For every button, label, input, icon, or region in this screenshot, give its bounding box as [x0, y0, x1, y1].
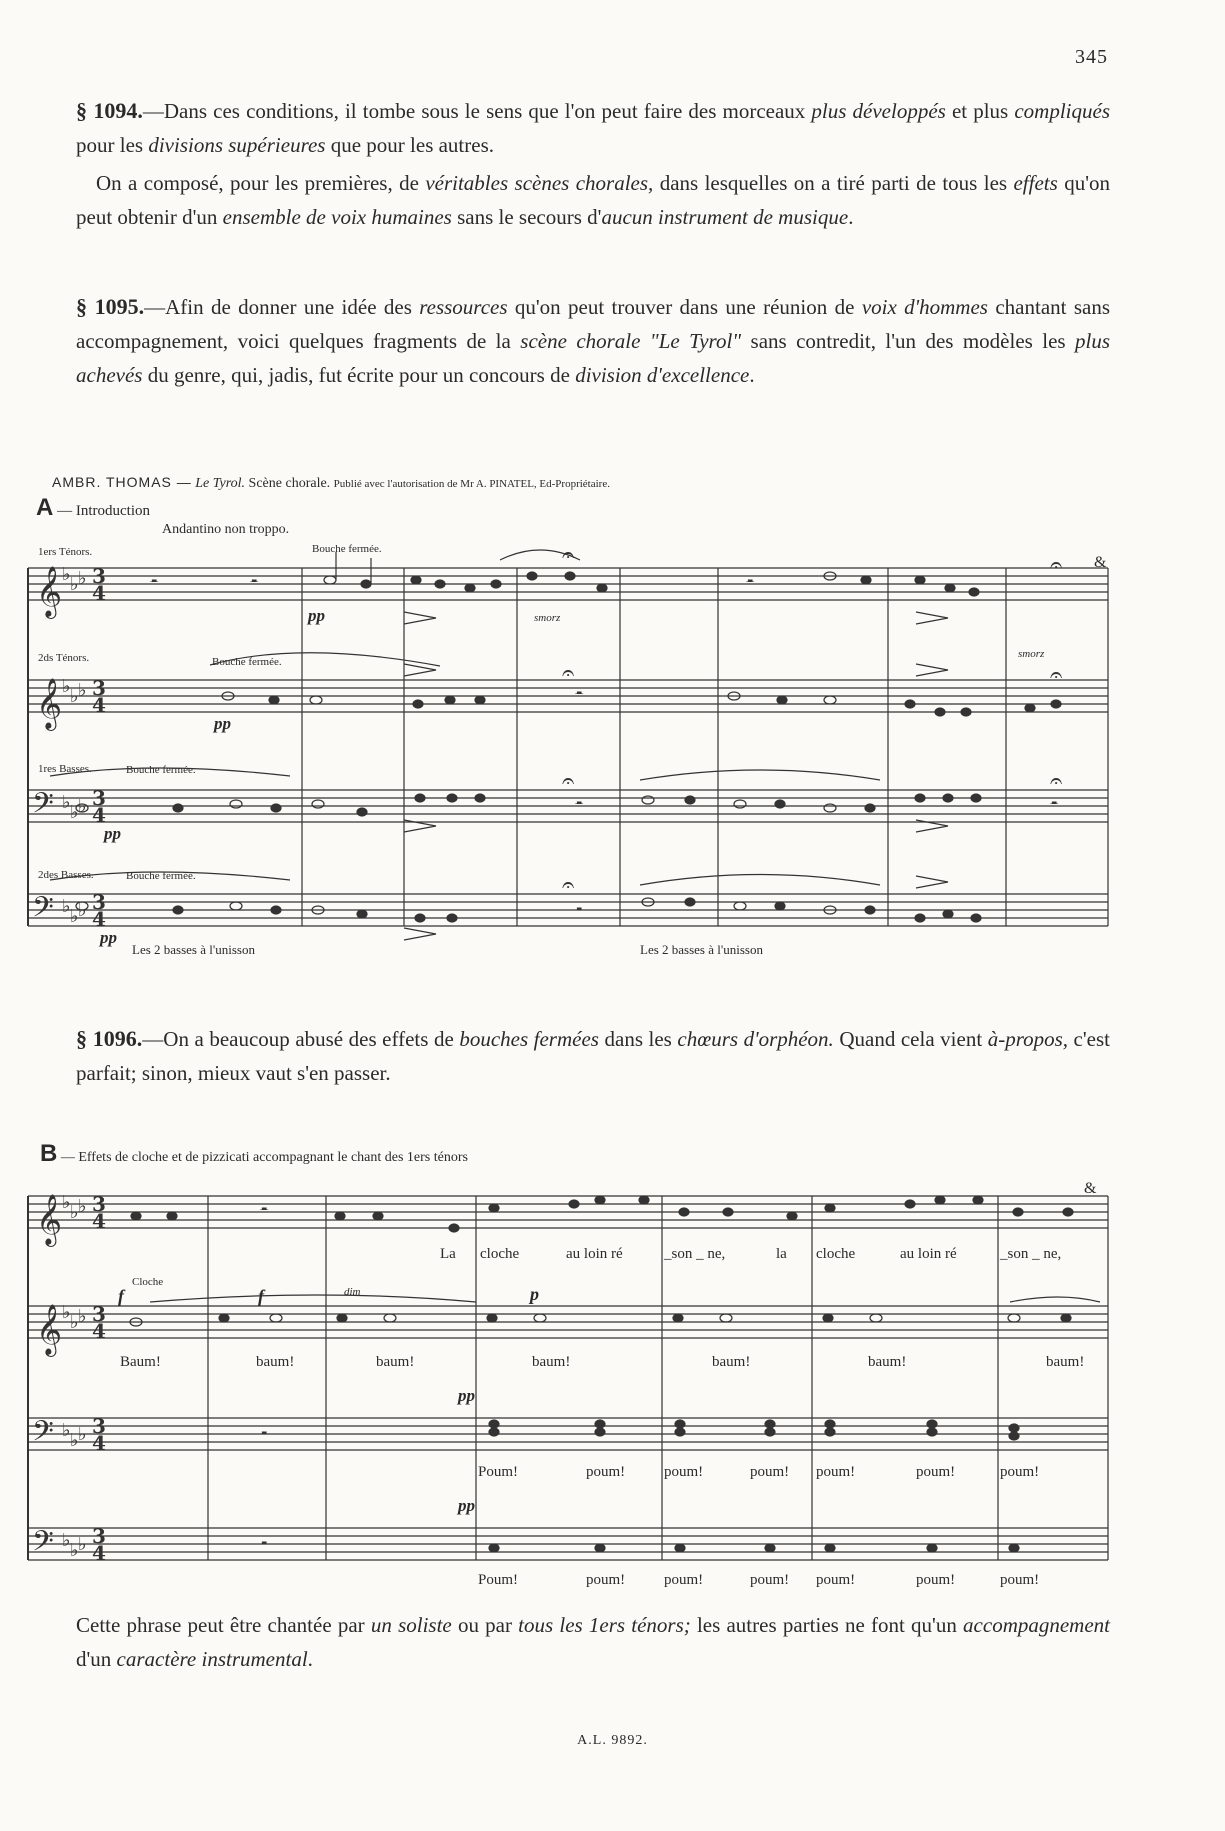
lyric: baum!	[532, 1354, 571, 1370]
svg-text:3: 3	[92, 564, 106, 588]
svg-text:𝄼: 𝄼	[150, 571, 159, 596]
section-number: § 1096.	[76, 1026, 143, 1051]
part-label: 2des Basses.	[38, 869, 94, 881]
svg-text:♭: ♭	[78, 900, 87, 921]
example-header: AMBR. THOMAS — Le Tyrol. Scène chorale. Publié avec l'autorisation de Mr A. PINATEL, Ed-Propriétaire.	[52, 474, 610, 491]
svg-text:𝄼: 𝄼	[575, 683, 584, 708]
section-number: § 1095.	[76, 294, 145, 319]
lyric: La	[440, 1246, 456, 1262]
svg-text:♭: ♭	[78, 796, 87, 817]
svg-text:𝄐: 𝄐	[1050, 663, 1063, 688]
lyric: cloche	[816, 1246, 856, 1262]
svg-text:𝄐: 𝄐	[1050, 553, 1063, 578]
svg-text:𝄼: 𝄼	[746, 571, 755, 596]
svg-text:♭: ♭	[78, 680, 87, 701]
svg-text:♭: ♭	[70, 1202, 79, 1223]
bouche-fermee-label: Bouche fermée.	[126, 870, 196, 882]
lyric: baum!	[712, 1354, 751, 1370]
svg-text:4: 4	[92, 1431, 106, 1455]
svg-text:♭: ♭	[62, 1530, 71, 1551]
paragraph-1094-continued: On a composé, pour les premières, de véritables scènes chorales, dans lesquelles on a tiré parti de tous les effets qu'on peut obtenir d'un ensemble de voix humaines sans le secours d'aucun instrument de musique.	[76, 171, 1110, 229]
dynamic-pp: pp	[458, 1496, 475, 1515]
staff-b1	[28, 1196, 1108, 1228]
svg-text:3: 3	[92, 676, 106, 700]
svg-text:♭: ♭	[70, 574, 79, 595]
svg-text:♭: ♭	[78, 1196, 87, 1217]
dynamic-pp: pp	[458, 1386, 475, 1405]
lyric: cloche	[480, 1246, 520, 1262]
svg-text:3: 3	[92, 1414, 106, 1438]
unison-note: Les 2 basses à l'unisson	[640, 942, 763, 957]
svg-text:𝄼: 𝄼	[1050, 793, 1059, 818]
section-a-label: A — Introduction	[36, 494, 150, 521]
dynamic-pp: pp	[100, 928, 117, 947]
dynamic-f: f	[118, 1286, 124, 1306]
svg-text:4: 4	[92, 907, 106, 931]
svg-text:♭: ♭	[78, 568, 87, 589]
part-label: 1ers Ténors.	[38, 546, 93, 558]
svg-text:𝄢: 𝄢	[32, 1415, 54, 1455]
svg-text:𝄼: 𝄼	[260, 1199, 269, 1224]
lyric: poum!	[664, 1464, 704, 1480]
part-label: 2ds Ténors.	[38, 652, 90, 664]
dynamic-pp: pp	[214, 714, 231, 733]
svg-text:4: 4	[92, 1209, 106, 1233]
svg-text:4: 4	[92, 581, 106, 605]
svg-text:𝄼: 𝄼	[250, 571, 259, 596]
svg-text:𝄐: 𝄐	[562, 769, 575, 794]
svg-text:𝄢: 𝄢	[32, 787, 54, 827]
bouche-fermee-label: Bouche fermée.	[212, 656, 282, 668]
lyric: baum!	[376, 1354, 415, 1370]
svg-text:♭: ♭	[62, 1192, 71, 1213]
svg-text:𝄢: 𝄢	[32, 891, 54, 931]
svg-text:♭: ♭	[62, 792, 71, 813]
dynamic-f: f	[258, 1286, 264, 1306]
lyric: poum!	[750, 1572, 790, 1588]
lyric: poum!	[586, 1572, 626, 1588]
lyric: Baum!	[120, 1354, 161, 1370]
svg-text:♭: ♭	[78, 1306, 87, 1327]
svg-text:𝄐: 𝄐	[562, 873, 575, 898]
svg-text:♭: ♭	[78, 1534, 87, 1555]
svg-text:𝄞: 𝄞	[36, 678, 63, 729]
svg-text:𝄐: 𝄐	[562, 543, 575, 568]
svg-text:♭: ♭	[62, 564, 71, 585]
lyric: _son _ ne,	[664, 1246, 726, 1262]
svg-text:𝄞: 𝄞	[36, 1304, 63, 1355]
svg-text:𝄼: 𝄼	[260, 1423, 269, 1448]
svg-text:𝄐: 𝄐	[562, 661, 575, 686]
paragraph-1096: § 1096.—On a beaucoup abusé des effets de bouches fermées dans les chœurs d'orphéon. Quand cela vient à-propos, c'est parfait; sinon, mieux vaut s'en passer.	[76, 1026, 1110, 1085]
svg-text:♭: ♭	[70, 1312, 79, 1333]
lyric: au loin ré	[900, 1246, 957, 1262]
svg-text:♭: ♭	[70, 1540, 79, 1561]
lyric: baum!	[256, 1354, 295, 1370]
svg-text:𝄐: 𝄐	[1050, 769, 1063, 794]
svg-text:𝄼: 𝄼	[575, 899, 584, 924]
lyric: baum!	[868, 1354, 907, 1370]
lyric: _son _ ne,	[1000, 1246, 1062, 1262]
svg-text:3: 3	[92, 786, 106, 810]
lyric: poum!	[816, 1464, 856, 1480]
svg-text:♭: ♭	[70, 686, 79, 707]
lyric: poum!	[664, 1572, 704, 1588]
staff-b2	[28, 1306, 1108, 1338]
svg-text:♭: ♭	[62, 896, 71, 917]
part-label: 1res Basses.	[38, 763, 92, 775]
svg-text:♭: ♭	[62, 676, 71, 697]
lyric: poum!	[750, 1464, 790, 1480]
staff-b4	[28, 1528, 1108, 1560]
svg-text:♭: ♭	[70, 906, 79, 927]
svg-text:𝄞: 𝄞	[36, 566, 63, 617]
paragraph-1094: § 1094.—Dans ces conditions, il tombe sous le sens que l'on peut faire des morceaux plus développés et plus compliqués pour les divisions supérieures que pour les autres.	[76, 98, 1110, 157]
smorz-marking: smorz	[1018, 648, 1045, 660]
continuation-sign: &	[1084, 1180, 1097, 1197]
svg-text:3: 3	[92, 1524, 106, 1548]
dynamic-dim: dim	[344, 1286, 361, 1298]
unison-note: Les 2 basses à l'unisson	[132, 942, 255, 957]
svg-text:4: 4	[92, 693, 106, 717]
bouche-fermee-label: Bouche fermée.	[312, 543, 382, 555]
svg-text:𝄼: 𝄼	[260, 1533, 269, 1558]
page-number: 345	[1075, 46, 1108, 68]
svg-text:4: 4	[92, 1541, 106, 1565]
staff-b3	[28, 1418, 1108, 1450]
cloche-label: Cloche	[132, 1276, 164, 1288]
svg-text:𝄢: 𝄢	[32, 1525, 54, 1565]
lyric: poum!	[586, 1464, 626, 1480]
svg-text:4: 4	[92, 803, 106, 827]
lyric: au loin ré	[566, 1246, 623, 1262]
svg-text:𝄞: 𝄞	[36, 1194, 63, 1245]
smorz-marking: smorz	[534, 612, 561, 624]
dynamic-pp: pp	[308, 606, 325, 625]
dynamic-p: p	[530, 1284, 539, 1304]
svg-text:♭: ♭	[62, 1302, 71, 1323]
lyric: la	[776, 1246, 787, 1262]
svg-text:3: 3	[92, 890, 106, 914]
lyric: poum!	[916, 1572, 956, 1588]
dynamic-pp: pp	[104, 824, 121, 843]
svg-text:𝄼: 𝄼	[575, 793, 584, 818]
svg-text:4: 4	[92, 1319, 106, 1343]
svg-text:♭: ♭	[62, 1420, 71, 1441]
section-number: § 1094.	[76, 98, 143, 123]
svg-text:3: 3	[92, 1192, 106, 1216]
svg-text:♭: ♭	[78, 1424, 87, 1445]
paragraph-1095: § 1095.—Afin de donner une idée des ressources qu'on peut trouver dans une réunion de voix d'hommes chantant sans accompagnement, voici quelques fragments de la scène chorale "Le Tyrol" sans contredit, l'un des modèles les plus achevés du genre, qui, jadis, fut écrite pour un concours de division d'excellence.	[76, 294, 1111, 387]
lyric: poum!	[1000, 1464, 1040, 1480]
lyric: poum!	[816, 1572, 856, 1588]
footer-plate-number: A.L. 9892.	[577, 1733, 648, 1748]
section-b-label: B — Effets de cloche et de pizzicati accompagnant le chant des 1ers ténors	[40, 1140, 468, 1167]
lyric: baum!	[1046, 1354, 1085, 1370]
closing-paragraph: Cette phrase peut être chantée par un soliste ou par tous les 1ers ténors; les autres parties ne font qu'un accompagnement d'un caractère instrumental.	[76, 1613, 1110, 1671]
bouche-fermee-label: Bouche fermée.	[126, 764, 196, 776]
svg-text:♭: ♭	[70, 1430, 79, 1451]
lyric: Poum!	[478, 1464, 519, 1480]
svg-text:♭: ♭	[70, 802, 79, 823]
continuation-sign: &	[1094, 554, 1107, 571]
lyric: poum!	[916, 1464, 956, 1480]
tempo-marking: Andantino non troppo.	[162, 522, 290, 537]
svg-text:3: 3	[92, 1302, 106, 1326]
lyric: poum!	[1000, 1572, 1040, 1588]
lyric: Poum!	[478, 1572, 519, 1588]
